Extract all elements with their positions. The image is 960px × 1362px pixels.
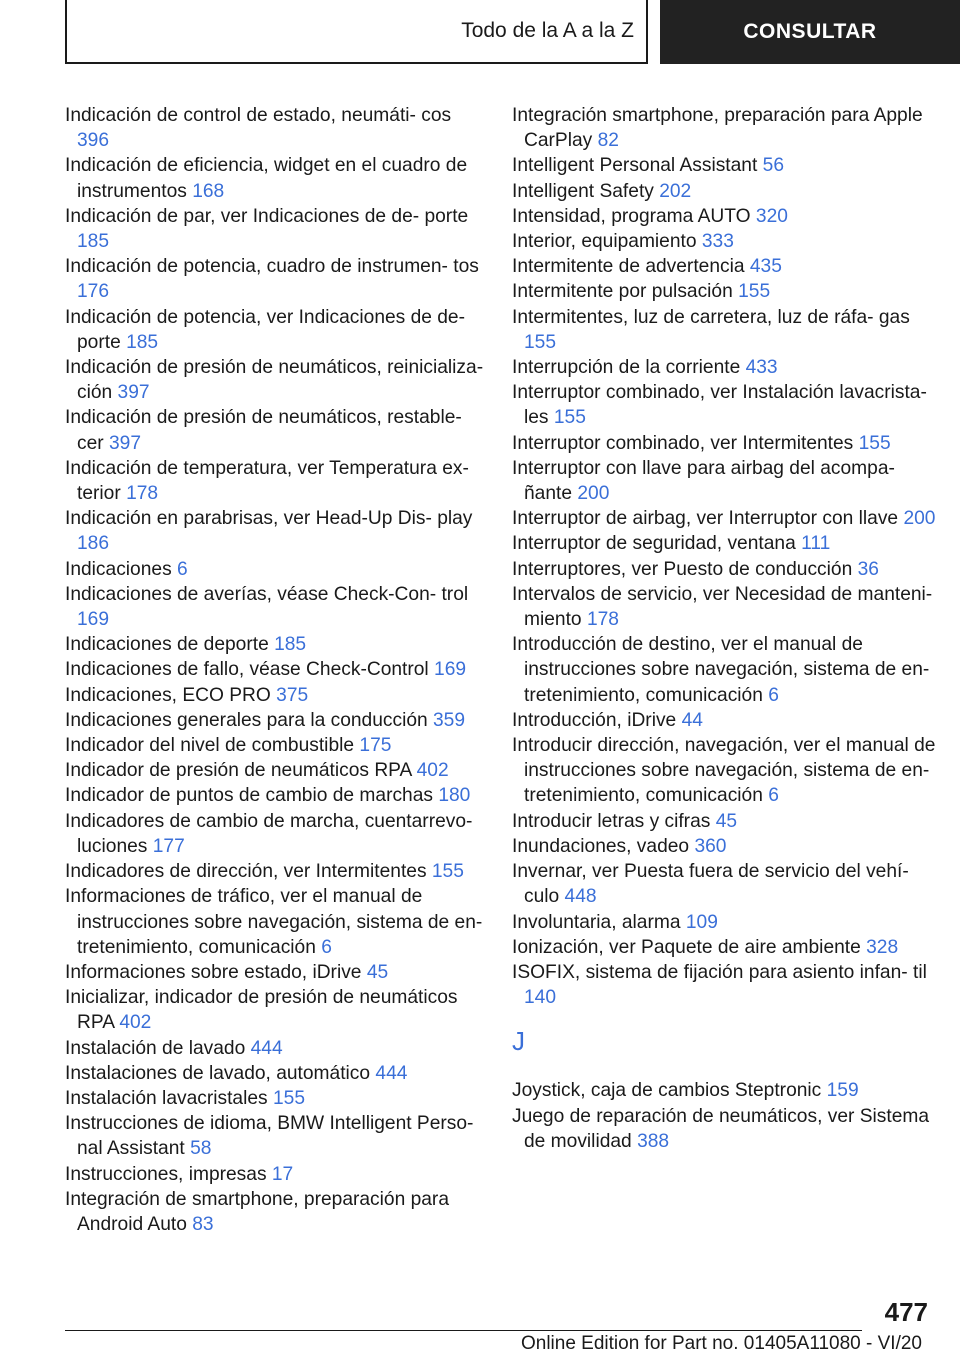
page-link[interactable]: 83	[192, 1213, 214, 1235]
index-entry	[512, 960, 937, 1010]
page-link[interactable]: 155	[738, 281, 771, 303]
index-entry	[65, 254, 485, 304]
page-link[interactable]: 111	[801, 533, 831, 555]
page-link[interactable]: 58	[190, 1138, 212, 1160]
entry-text: Ionización, ver Paquete de aire ambiente	[512, 936, 861, 958]
page-link[interactable]: 6	[321, 936, 332, 958]
entry-text: Indicaciones de fallo, véase Check-Control	[65, 659, 429, 681]
index-entry	[65, 1061, 485, 1086]
entry-text: Instrucciones, impresas	[65, 1163, 267, 1185]
page-link[interactable]: 396	[77, 130, 110, 152]
entry-text: Indicación de presión de neumáticos, restable‐ cer	[65, 407, 462, 454]
section-title: Todo de la A a la Z	[461, 19, 634, 42]
entry-text: Informaciones de tráfico, ver el manual de instrucciones sobre navegación, sistema de en‐ tretenimiento, comunicación	[65, 886, 483, 958]
entry-text: Intermitente por pulsación	[512, 281, 733, 303]
entry-text: Intermitente de advertencia	[512, 256, 745, 278]
index-entry	[512, 279, 937, 304]
index-entry	[512, 557, 937, 582]
page-link[interactable]: 444	[375, 1062, 408, 1084]
index-column-right	[512, 103, 937, 1154]
entry-text: Introducción, iDrive	[512, 709, 677, 731]
index-entry	[65, 758, 485, 783]
page-link[interactable]: 82	[597, 130, 619, 152]
entry-text: Juego de reparación de neumáticos, ver Sistema de movilidad	[512, 1105, 930, 1152]
page-link[interactable]: 178	[126, 483, 159, 505]
page-link[interactable]: 360	[694, 835, 727, 857]
tab-consultar[interactable]: CONSULTAR	[660, 0, 960, 64]
entry-text: Joystick, caja de cambios Steptronic	[512, 1080, 822, 1102]
index-entry	[65, 632, 485, 657]
entry-text: Indicadores de dirección, ver Intermitentes	[65, 861, 427, 883]
index-entry	[512, 456, 937, 506]
index-entry	[65, 809, 485, 859]
index-entry	[512, 229, 937, 254]
index-entry	[512, 582, 937, 632]
page-link[interactable]: 155	[553, 407, 586, 429]
page-link[interactable]: 6	[768, 785, 779, 807]
footer-edition: Online Edition for Part no. 01405A11080 - VI/20	[520, 1333, 922, 1354]
entry-text: Indicación de control de estado, neumáti‐ cos	[65, 105, 452, 126]
page-link[interactable]: 6	[768, 684, 779, 706]
index-list-right	[512, 103, 937, 1010]
page-link[interactable]: 45	[366, 961, 389, 983]
entry-text: Instalaciones de lavado, automático	[65, 1062, 371, 1084]
index-entry	[512, 531, 937, 556]
index-entry	[512, 834, 937, 859]
entry-text: Interruptor combinado, ver Intermitentes	[512, 432, 854, 454]
entry-text: Indicaciones de deporte	[65, 634, 269, 656]
page-link[interactable]: 388	[637, 1130, 670, 1152]
page-link[interactable]: 56	[762, 155, 785, 177]
index-entry	[512, 153, 937, 178]
index-entry	[65, 960, 485, 985]
index-entry	[512, 1104, 937, 1154]
page-link[interactable]: 185	[274, 634, 307, 656]
entry-text: Interruptor de airbag, ver Interruptor con llave	[512, 508, 899, 530]
entry-text: Indicación de potencia, ver Indicaciones de de‐ porte	[65, 306, 465, 353]
entry-text: Indicación de par, ver Indicaciones de de‐ porte	[65, 205, 469, 227]
entry-text: Indicaciones, ECO PRO	[65, 684, 271, 706]
index-entry	[512, 733, 937, 809]
page-link[interactable]: 159	[826, 1080, 859, 1102]
index-entry	[65, 305, 485, 355]
entry-text: Invernar, ver Puesta fuera de servicio del vehí‐ culo	[512, 861, 909, 908]
entry-text: Indicador de puntos de cambio de marchas	[65, 785, 433, 807]
page-link[interactable]: 185	[77, 231, 110, 253]
index-entry	[512, 380, 937, 430]
page-link[interactable]: 17	[271, 1163, 294, 1185]
entry-text: Indicación de temperatura, ver Temperatura ex‐ terior	[65, 457, 469, 505]
page-link[interactable]: 333	[701, 231, 734, 253]
index-entry	[65, 1086, 485, 1111]
index-entry	[65, 1111, 485, 1161]
index-entry	[512, 506, 937, 531]
page-link[interactable]: 402	[119, 1012, 152, 1034]
entry-text: Indicador de presión de neumáticos RPA	[65, 760, 412, 782]
entry-text: Indicadores de cambio de marcha, cuentarrevo‐ luciones	[65, 810, 473, 857]
page-link[interactable]: 402	[416, 760, 449, 782]
page-link[interactable]: 109	[685, 911, 718, 933]
index-entry	[65, 859, 485, 884]
page-link[interactable]: 200	[577, 483, 610, 505]
entry-text: Indicación de potencia, cuadro de instrumen‐ tos	[65, 256, 479, 278]
entry-text: Interior, equipamiento	[512, 231, 697, 253]
index-entry	[65, 204, 485, 254]
index-entry	[512, 632, 937, 708]
index-entry	[512, 103, 937, 153]
page-link[interactable]: 44	[681, 709, 703, 731]
index-entry	[65, 103, 485, 153]
page-link[interactable]: 185	[126, 331, 159, 353]
entry-text: Introducir dirección, navegación, ver el manual de instrucciones sobre navegación, sistema de en‐ tretenimiento, comunicación	[512, 735, 936, 807]
index-entry	[65, 884, 485, 960]
entry-text: Integración de smartphone, preparación para Android Auto	[65, 1188, 449, 1235]
entry-text: Intensidad, programa AUTO	[512, 205, 751, 227]
index-entry	[512, 431, 937, 456]
index-entry	[65, 355, 485, 405]
entry-text: Intervalos de servicio, ver Necesidad de manteni‐ miento	[512, 583, 933, 631]
index-entry	[512, 809, 937, 834]
page-link[interactable]: 320	[755, 205, 788, 227]
page-link[interactable]: 180	[438, 785, 471, 807]
entry-text: Intelligent Safety	[512, 180, 654, 202]
index-entry	[65, 456, 485, 506]
index-entry	[512, 708, 937, 733]
page-link[interactable]: 140	[524, 987, 557, 1009]
index-entry	[65, 1162, 485, 1187]
entry-text: Instrucciones de idioma, BMW Intelligent Perso‐ nal Assistant	[65, 1113, 474, 1160]
page-link[interactable]: 176	[77, 281, 110, 303]
entry-text: Indicaciones	[65, 558, 172, 580]
index-entry	[65, 733, 485, 758]
entry-text: Intelligent Personal Assistant	[512, 155, 758, 177]
entry-text: Indicador del nivel de combustible	[65, 735, 355, 757]
index-column-left	[65, 103, 485, 1237]
entry-text: Interruptor combinado, ver Instalación lavacrista‐ les	[512, 382, 927, 429]
page-link[interactable]: 155	[858, 432, 891, 454]
entry-text: Indicaciones de averías, véase Check-Con‐ trol	[65, 583, 469, 605]
page-link[interactable]: 168	[192, 180, 225, 202]
index-entry	[65, 153, 485, 203]
index-entry	[512, 859, 937, 909]
entry-text: Introducir letras y cifras	[512, 810, 711, 832]
index-entry	[512, 1078, 937, 1103]
entry-text: Indicación en parabrisas, ver Head-Up Dis‐ play	[65, 508, 473, 530]
entry-text: Interruptor de seguridad, ventana	[512, 533, 796, 555]
entry-text: Interruptores, ver Puesto de conducción	[512, 558, 853, 580]
letter-heading-j: J	[512, 1026, 525, 1057]
page-number: 477	[884, 1297, 928, 1327]
page-link[interactable]: 375	[276, 684, 309, 706]
entry-text: ISOFIX, sistema de fijación para asiento infan‐ til	[512, 961, 927, 983]
index-entry	[512, 935, 937, 960]
page-link[interactable]: 6	[177, 558, 188, 580]
entry-text: Introducción de destino, ver el manual de instrucciones sobre navegación, sistema de en‐ tretenimiento, comunicación	[512, 634, 930, 706]
entry-text: Inicializar, indicador de presión de neumáticos RPA	[65, 987, 458, 1034]
entry-text: Indicaciones generales para la conducción	[65, 709, 428, 731]
index-entry	[65, 985, 485, 1035]
index-entry	[65, 657, 485, 682]
index-entry	[65, 783, 485, 808]
entry-text: Interruptor con llave para airbag del acompa‐ ñante	[512, 457, 895, 505]
page-link[interactable]: 178	[586, 609, 619, 631]
entry-text: Indicación de eficiencia, widget en el cuadro de instrumentos	[65, 155, 468, 202]
page-link[interactable]: 200	[903, 508, 936, 530]
page-link[interactable]: 155	[272, 1087, 305, 1109]
index-entry	[512, 910, 937, 935]
page-link[interactable]: 444	[250, 1037, 283, 1059]
index-entry	[65, 1036, 485, 1061]
entry-text: Intermitentes, luz de carretera, luz de ráfa‐ gas	[512, 306, 910, 328]
index-entry	[65, 405, 485, 455]
page-link[interactable]: 397	[109, 432, 142, 454]
page-link[interactable]: 169	[77, 609, 110, 631]
page-link[interactable]: 186	[77, 533, 110, 555]
page-link[interactable]: 435	[749, 256, 782, 278]
index-entry	[65, 506, 485, 556]
index-entry	[65, 557, 485, 582]
page-link[interactable]: 433	[745, 357, 778, 379]
page-link[interactable]: 397	[117, 382, 150, 404]
index-entry	[512, 179, 937, 204]
index-entry	[65, 582, 485, 632]
index-entry	[65, 683, 485, 708]
entry-text: Indicación de presión de neumáticos, reinicializa‐ ción	[65, 357, 484, 404]
page-link[interactable]: 202	[659, 180, 692, 202]
footer-divider	[65, 1330, 862, 1331]
page-link[interactable]: 155	[431, 861, 464, 883]
page-link[interactable]: 169	[434, 659, 467, 681]
entry-text: Integración smartphone, preparación para Apple CarPlay	[512, 105, 923, 152]
entry-text: Interrupción de la corriente	[512, 357, 741, 379]
index-entry	[65, 708, 485, 733]
page-link[interactable]: 359	[433, 709, 466, 731]
entry-text: Instalación lavacristales	[65, 1087, 268, 1109]
index-entry	[512, 355, 937, 380]
page-link[interactable]: 448	[564, 886, 597, 908]
entry-text: Informaciones sobre estado, iDrive	[65, 961, 362, 983]
page-link[interactable]: 177	[152, 835, 185, 857]
page-link[interactable]: 328	[866, 936, 899, 958]
index-entry	[512, 305, 937, 355]
index-list-j	[512, 1078, 937, 1154]
index-entry	[512, 254, 937, 279]
entry-text: Instalación de lavado	[65, 1037, 246, 1059]
index-entry	[65, 1187, 485, 1237]
entry-text: Involuntaria, alarma	[512, 911, 681, 933]
index-entry	[512, 204, 937, 229]
entry-text: Inundaciones, vadeo	[512, 835, 690, 857]
page-link[interactable]: 155	[524, 331, 557, 353]
page-link[interactable]: 36	[857, 558, 879, 580]
page-link[interactable]: 175	[359, 735, 392, 757]
page-link[interactable]: 45	[715, 810, 738, 832]
